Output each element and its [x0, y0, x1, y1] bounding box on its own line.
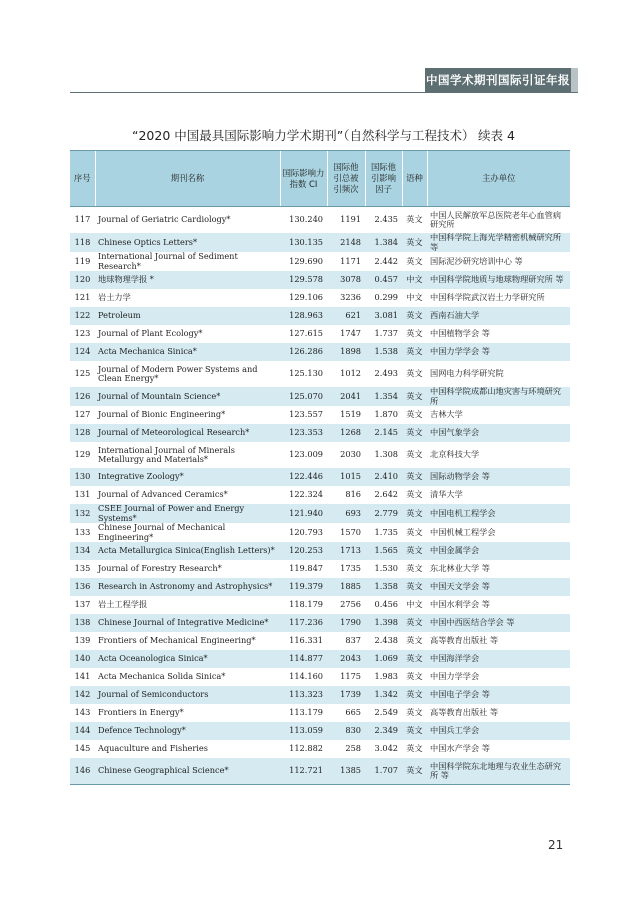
cell-journal-name: Journal of Advanced Ceramics* — [98, 489, 228, 500]
table-row — [70, 523, 570, 542]
header-accent — [571, 68, 578, 92]
cell-journal-name: Chinese Geographical Science* — [95, 758, 280, 785]
table-row — [70, 578, 570, 596]
cell-impact-factor: 3.081 — [365, 307, 402, 325]
cell-journal-name: Aquaculture and Fisheries — [98, 743, 208, 754]
cell-language: 英文 — [402, 343, 427, 361]
table-row — [70, 668, 570, 686]
cell-organization: 中国力学学会 — [430, 671, 480, 682]
cell-citation-count: 837 — [345, 635, 361, 646]
cell-journal-name: Journal of Modern Power Systems and Clean Energy* — [98, 363, 258, 383]
cell-no: 121 — [74, 292, 91, 303]
cell-language: 英文 — [406, 214, 423, 225]
cell-organization: 中国气象学会 — [427, 424, 570, 442]
cell-no: 120 — [70, 271, 95, 289]
col-header-name: 期刊名称 — [95, 151, 280, 207]
cell-journal-name: Frontiers of Mechanical Engineering* — [98, 635, 256, 646]
cell-impact-factor: 1.565 — [365, 542, 402, 560]
cell-impact-factor: 1.308 — [374, 449, 398, 460]
cell-citation-count: 3236 — [340, 292, 361, 303]
cell-impact-factor: 1.707 — [365, 758, 402, 785]
cell-language: 英文 — [406, 526, 423, 537]
cell-language: 中文 — [406, 292, 423, 303]
cell-ci: 129.690 — [289, 255, 323, 266]
cell-organization: 东北林业大学 等 — [430, 563, 490, 574]
table-row — [70, 650, 570, 668]
col-header-org: 主办单位 — [427, 151, 570, 207]
cell-ci: 129.106 — [289, 292, 323, 303]
cell-language: 英文 — [402, 542, 427, 560]
cell-no: 141 — [74, 671, 91, 682]
cell-language: 英文 — [406, 328, 423, 339]
cell-impact-factor: 2.349 — [365, 722, 402, 740]
cell-impact-factor: 2.779 — [365, 504, 402, 523]
cell-no: 139 — [74, 635, 91, 646]
cell-citation-count: 1735 — [340, 563, 361, 574]
cell-no: 143 — [74, 707, 91, 718]
cell-ci: 128.963 — [280, 307, 327, 325]
cell-citation-count: 1570 — [340, 526, 361, 537]
cell-citation-count: 1790 — [327, 614, 365, 632]
cell-language: 英文 — [402, 504, 427, 523]
cell-organization: 北京科技大学 — [430, 449, 480, 460]
cell-journal-name: Journal of Semiconductors — [95, 686, 280, 704]
table-row — [70, 686, 570, 704]
cell-no: 126 — [70, 387, 95, 406]
cell-journal-name: 岩土力学 — [98, 292, 131, 303]
cell-impact-factor: 1.870 — [374, 409, 398, 420]
cell-language: 英文 — [402, 468, 427, 486]
cell-citation-count: 1191 — [340, 214, 361, 225]
cell-ci: 116.331 — [289, 635, 323, 646]
cell-citation-count: 1885 — [327, 578, 365, 596]
cell-organization: 吉林大学 — [430, 409, 463, 420]
cell-ci: 123.353 — [280, 424, 327, 442]
cell-ci: 119.847 — [289, 563, 323, 574]
cell-organization: 中国植物学会 等 — [430, 328, 490, 339]
cell-no: 127 — [74, 409, 91, 420]
cell-journal-name: Journal of Bionic Engineering* — [98, 409, 226, 420]
table-row — [70, 252, 570, 271]
cell-no: 118 — [70, 233, 95, 252]
cell-citation-count: 1747 — [340, 328, 361, 339]
cell-ci: 130.135 — [280, 233, 327, 252]
cell-citation-count: 1268 — [327, 424, 365, 442]
cell-journal-name: 地球物理学报 * — [95, 271, 280, 289]
cell-journal-name: 岩土工程学报 — [98, 599, 148, 610]
cell-ci: 117.236 — [280, 614, 327, 632]
cell-no: 128 — [70, 424, 95, 442]
cell-impact-factor: 0.456 — [374, 599, 398, 610]
cell-impact-factor: 2.642 — [374, 489, 398, 500]
cell-ci: 125.130 — [289, 368, 323, 379]
cell-impact-factor: 1.530 — [374, 563, 398, 574]
cell-impact-factor: 1.538 — [365, 343, 402, 361]
cell-language: 英文 — [406, 409, 423, 420]
cell-journal-name: Acta Mechanica Sinica* — [95, 343, 280, 361]
table-row — [70, 632, 570, 650]
cell-organization: 中国电子学会 等 — [427, 686, 570, 704]
table-row — [70, 233, 570, 252]
col-header-if: 国际他引影响因子 — [365, 151, 402, 207]
cell-ci: 120.793 — [289, 526, 323, 537]
cell-organization: 中国科学院成都山地灾害与环境研究所 — [427, 387, 570, 406]
cell-citation-count: 816 — [345, 489, 361, 500]
cell-ci: 125.070 — [280, 387, 327, 406]
cell-impact-factor: 0.299 — [374, 292, 398, 303]
cell-journal-name: Integrative Zoology* — [95, 468, 280, 486]
col-header-lang: 语种 — [402, 151, 427, 207]
cell-organization: 国际动物学会 等 — [427, 468, 570, 486]
cell-impact-factor: 1.983 — [374, 671, 398, 682]
cell-journal-name: Journal of Meteorological Research* — [95, 424, 280, 442]
table-row — [70, 387, 570, 406]
cell-impact-factor: 1.384 — [365, 233, 402, 252]
col-header-ci: 国际影响力指数 CI — [280, 151, 327, 207]
cell-citation-count: 1015 — [327, 468, 365, 486]
cell-impact-factor: 2.435 — [374, 214, 398, 225]
cell-no: 129 — [74, 449, 91, 460]
cell-ci: 113.179 — [289, 707, 323, 718]
cell-language: 英文 — [402, 578, 427, 596]
cell-language: 英文 — [402, 424, 427, 442]
cell-organization: 清华大学 — [430, 489, 463, 500]
cell-impact-factor: 1.398 — [365, 614, 402, 632]
cell-impact-factor: 2.493 — [374, 368, 398, 379]
cell-language: 英文 — [402, 233, 427, 252]
cell-citation-count: 1385 — [327, 758, 365, 785]
cell-citation-count: 1519 — [340, 409, 361, 420]
cell-no: 131 — [74, 489, 91, 500]
cell-no: 123 — [74, 328, 91, 339]
cell-organization: 中国科学院武汉岩土力学研究所 — [430, 292, 545, 303]
cell-impact-factor: 1.358 — [365, 578, 402, 596]
cell-ci: 129.578 — [280, 271, 327, 289]
cell-citation-count: 1713 — [327, 542, 365, 560]
cell-ci: 122.446 — [280, 468, 327, 486]
table-row — [70, 468, 570, 486]
cell-organization: 高等教育出版社 等 — [430, 707, 499, 718]
cell-citation-count: 1739 — [327, 686, 365, 704]
table-row — [70, 758, 570, 785]
table-row — [70, 343, 570, 361]
cell-language: 英文 — [406, 368, 423, 379]
header-rule — [70, 92, 578, 93]
cell-journal-name: Journal of Plant Ecology* — [98, 328, 203, 339]
table-row — [70, 207, 570, 234]
cell-language: 英文 — [402, 387, 427, 406]
cell-ci: 118.179 — [289, 599, 323, 610]
col-header-count: 国际他引总被引频次 — [327, 151, 365, 207]
running-header: 中国学术期刊国际引证年报 — [425, 68, 571, 92]
table-row — [70, 361, 570, 387]
table-row — [70, 560, 570, 578]
cell-citation-count: 693 — [327, 504, 365, 523]
cell-journal-name: CSEE Journal of Power and Energy Systems* — [95, 504, 280, 523]
cell-no: 135 — [74, 563, 91, 574]
cell-no: 122 — [70, 307, 95, 325]
table-title — [70, 124, 570, 144]
cell-impact-factor: 1.735 — [374, 526, 398, 537]
cell-ci: 130.240 — [289, 214, 323, 225]
cell-citation-count: 1898 — [327, 343, 365, 361]
cell-journal-name: Journal of Geriatric Cardiology* — [98, 214, 231, 225]
cell-journal-name: Frontiers in Energy* — [98, 707, 184, 718]
table-row — [70, 596, 570, 614]
cell-journal-name: Acta Mechanica Solida Sinica* — [98, 671, 226, 682]
cell-organization: 中国电机工程学会 — [427, 504, 570, 523]
cell-organization: 中国科学院东北地理与农业生态研究所 等 — [427, 758, 570, 785]
cell-impact-factor: 2.549 — [374, 707, 398, 718]
cell-impact-factor: 2.438 — [374, 635, 398, 646]
cell-organization: 中国金属学会 — [427, 542, 570, 560]
cell-language: 英文 — [402, 614, 427, 632]
table-row — [70, 424, 570, 442]
cell-no: 140 — [70, 650, 95, 668]
cell-citation-count: 3078 — [327, 271, 365, 289]
cell-ci: 112.882 — [289, 743, 323, 754]
table-row — [70, 325, 570, 343]
cell-journal-name: Chinese Journal of Mechanical Engineering* — [98, 523, 226, 542]
cell-impact-factor: 2.145 — [365, 424, 402, 442]
cell-ci: 113.323 — [280, 686, 327, 704]
table-body — [70, 207, 570, 785]
cell-no: 117 — [74, 214, 91, 225]
cell-impact-factor: 2.442 — [374, 255, 398, 266]
cell-organization: 中国科学院上海光学精密机械研究所 等 — [427, 233, 570, 252]
cell-journal-name: International Journal of Sediment Research* — [98, 252, 238, 271]
table-row — [70, 406, 570, 424]
table-row — [70, 307, 570, 325]
cell-journal-name: Defence Technology* — [95, 722, 280, 740]
cell-language: 英文 — [406, 489, 423, 500]
cell-citation-count: 830 — [327, 722, 365, 740]
cell-organization: 中国科学院地质与地球物理研究所 等 — [427, 271, 570, 289]
cell-language: 英文 — [406, 449, 423, 460]
cell-no: 137 — [74, 599, 91, 610]
cell-language: 英文 — [402, 722, 427, 740]
table-row — [70, 486, 570, 504]
cell-journal-name: International Journal of Minerals Metallurgy and Materials* — [98, 444, 235, 464]
cell-citation-count: 2030 — [340, 449, 361, 460]
cell-ci: 113.059 — [280, 722, 327, 740]
cell-journal-name: Acta Metallurgica Sinica(English Letters)* — [95, 542, 280, 560]
cell-language: 中文 — [406, 599, 423, 610]
cell-organization: 中国人民解放军总医院老年心血管病研究所 — [430, 209, 562, 229]
cell-language: 英文 — [406, 563, 423, 574]
cell-organization: 中国机械工程学会 — [430, 526, 496, 537]
cell-no: 124 — [70, 343, 95, 361]
table-row — [70, 442, 570, 468]
cell-organization: 西南石油大学 — [427, 307, 570, 325]
table-row — [70, 289, 570, 307]
page-number: 21 — [548, 838, 564, 852]
cell-ci: 126.286 — [280, 343, 327, 361]
cell-language: 英文 — [406, 671, 423, 682]
cell-no: 133 — [74, 526, 91, 537]
cell-organization: 中国中西医结合学会 等 — [427, 614, 570, 632]
cell-ci: 127.615 — [289, 328, 323, 339]
cell-language: 中文 — [402, 271, 427, 289]
cell-organization: 中国兵工学会 — [427, 722, 570, 740]
cell-ci: 123.009 — [289, 449, 323, 460]
cell-impact-factor: 0.457 — [365, 271, 402, 289]
cell-organization: 中国海洋学会 — [427, 650, 570, 668]
cell-no: 136 — [70, 578, 95, 596]
cell-journal-name: Chinese Optics Letters* — [95, 233, 280, 252]
cell-organization: 高等教育出版社 等 — [430, 635, 499, 646]
cell-organization: 国网电力科学研究院 — [430, 368, 504, 379]
table-row — [70, 542, 570, 560]
cell-ci: 121.940 — [280, 504, 327, 523]
cell-journal-name: Research in Astronomy and Astrophysics* — [95, 578, 280, 596]
cell-ci: 123.557 — [289, 409, 323, 420]
table-row — [70, 504, 570, 523]
cell-journal-name: Chinese Journal of Integrative Medicine* — [95, 614, 280, 632]
cell-journal-name: Journal of Forestry Research* — [98, 563, 222, 574]
cell-language: 英文 — [406, 743, 423, 754]
cell-language: 英文 — [402, 758, 427, 785]
cell-ci: 122.324 — [289, 489, 323, 500]
cell-citation-count: 2043 — [327, 650, 365, 668]
cell-organization: 中国水产学会 等 — [430, 743, 490, 754]
cell-ci: 114.877 — [280, 650, 327, 668]
cell-ci: 119.379 — [280, 578, 327, 596]
cell-language: 英文 — [402, 650, 427, 668]
cell-organization: 中国力学学会 等 — [427, 343, 570, 361]
cell-language: 英文 — [406, 635, 423, 646]
table-row — [70, 271, 570, 289]
cell-citation-count: 2041 — [327, 387, 365, 406]
cell-no: 130 — [70, 468, 95, 486]
cell-no: 138 — [70, 614, 95, 632]
cell-impact-factor: 1.354 — [365, 387, 402, 406]
cell-organization: 中国水利学会 等 — [430, 599, 490, 610]
cell-journal-name: Journal of Mountain Science* — [95, 387, 280, 406]
cell-no: 144 — [70, 722, 95, 740]
cell-citation-count: 2148 — [327, 233, 365, 252]
cell-language: 英文 — [402, 686, 427, 704]
cell-ci: 114.160 — [289, 671, 323, 682]
cell-no: 145 — [74, 743, 91, 754]
table-header-row — [70, 151, 570, 207]
cell-no: 142 — [70, 686, 95, 704]
cell-citation-count: 1012 — [340, 368, 361, 379]
cell-journal-name: Petroleum — [95, 307, 280, 325]
cell-language: 英文 — [402, 307, 427, 325]
cell-citation-count: 2756 — [340, 599, 361, 610]
cell-impact-factor: 1.069 — [365, 650, 402, 668]
cell-impact-factor: 3.042 — [374, 743, 398, 754]
cell-organization: 国际泥沙研究培训中心 等 — [430, 255, 523, 266]
cell-no: 146 — [70, 758, 95, 785]
cell-citation-count: 621 — [327, 307, 365, 325]
col-header-no: 序号 — [70, 151, 95, 207]
cell-impact-factor: 1.342 — [365, 686, 402, 704]
cell-citation-count: 1171 — [340, 255, 361, 266]
cell-organization: 中国天文学会 等 — [427, 578, 570, 596]
cell-language: 英文 — [406, 707, 423, 718]
table-row — [70, 722, 570, 740]
cell-impact-factor: 2.410 — [365, 468, 402, 486]
table-row — [70, 704, 570, 722]
cell-no: 125 — [74, 368, 91, 379]
cell-journal-name: Acta Oceanologica Sinica* — [95, 650, 280, 668]
cell-no: 132 — [70, 504, 95, 523]
cell-ci: 120.253 — [280, 542, 327, 560]
cell-citation-count: 1175 — [340, 671, 361, 682]
cell-no: 134 — [70, 542, 95, 560]
cell-no: 119 — [74, 255, 91, 266]
table-row — [70, 740, 570, 758]
cell-impact-factor: 1.737 — [374, 328, 398, 339]
journal-table — [70, 150, 570, 785]
cell-citation-count: 258 — [345, 743, 361, 754]
table-row — [70, 614, 570, 632]
cell-ci: 112.721 — [280, 758, 327, 785]
table-title-main: “2020 中国最具国际影响力学术期刊”（自然科学与工程技术） — [132, 128, 475, 143]
table-continued-label: 续表 4 — [478, 128, 515, 143]
cell-citation-count: 665 — [345, 707, 361, 718]
cell-language: 英文 — [406, 255, 423, 266]
